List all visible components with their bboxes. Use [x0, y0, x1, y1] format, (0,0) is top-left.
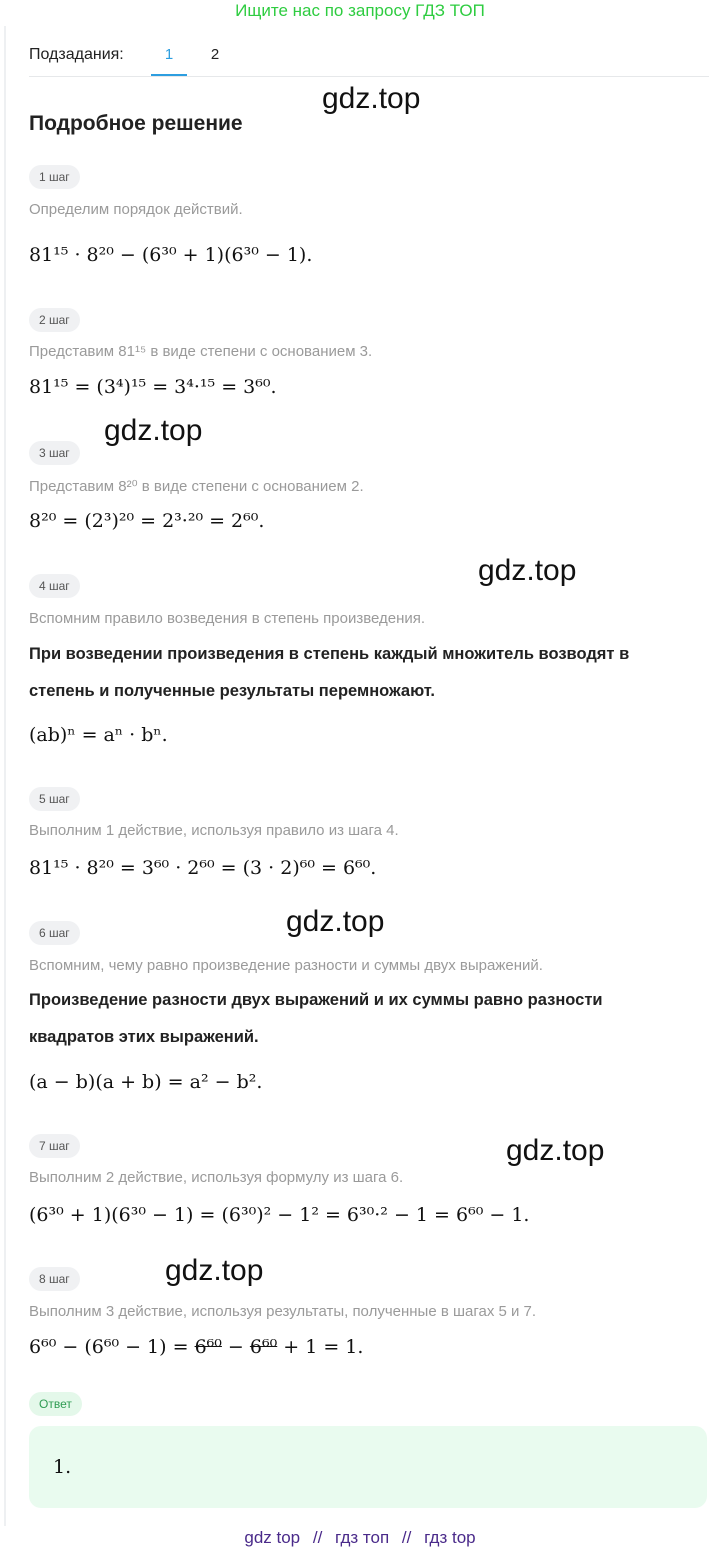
- watermark-6: gdz.top: [165, 1254, 264, 1287]
- watermark-2: gdz.top: [104, 414, 203, 447]
- footer-link-gdz-top-mixed[interactable]: гдз top: [424, 1528, 476, 1547]
- page-title: Подробное решение: [29, 112, 243, 135]
- step-math-8-a: 6⁶⁰ − (6⁶⁰ − 1) =: [29, 1336, 195, 1358]
- step-math-8-b: + 1 = 1.: [277, 1336, 364, 1358]
- footer-link-gdz-top[interactable]: gdz top: [244, 1528, 301, 1547]
- answer-value: 1.: [53, 1456, 72, 1478]
- footer-separator: //: [401, 1528, 412, 1547]
- step-badge-5: 5 шаг: [29, 787, 80, 811]
- step-desc-7: Выполним 2 действие, используя формулу из шага 6.: [29, 1169, 404, 1186]
- search-banner: Ищите нас по запросу ГДЗ ТОП: [235, 1, 485, 20]
- subtask-tab-1[interactable]: 1: [151, 46, 187, 63]
- step-desc-8: Выполним 3 действие, используя результаты, полученные в шагах 5 и 7.: [29, 1303, 537, 1320]
- subtasks-bar: [29, 44, 709, 77]
- watermark-1: gdz.top: [322, 82, 421, 115]
- left-divider: [4, 26, 6, 1526]
- watermark-4: gdz.top: [286, 905, 385, 938]
- step-desc-5: Выполним 1 действие, используя правило из шага 4.: [29, 822, 399, 839]
- step-math-1: 81¹⁵ · 8²⁰ − (6³⁰ + 1)(6³⁰ − 1).: [29, 244, 313, 266]
- watermark-5: gdz.top: [506, 1134, 605, 1167]
- step-badge-2: 2 шаг: [29, 308, 80, 332]
- subtask-tab-2[interactable]: 2: [210, 46, 220, 63]
- step-math-3: 8²⁰ = (2³)²⁰ = 2³·²⁰ = 2⁶⁰.: [29, 510, 265, 532]
- step-badge-3: 3 шаг: [29, 441, 80, 465]
- step-rule-4b: степень и полученные результаты перемножают.: [29, 682, 435, 700]
- subtasks-label: Подзадания:: [29, 46, 124, 63]
- step-badge-7: 7 шаг: [29, 1134, 80, 1158]
- step-desc-1: Определим порядок действий.: [29, 201, 243, 218]
- step-rule-6a: Произведение разности двух выражений и их суммы равно разности: [29, 991, 603, 1009]
- step-math-8-struck-1: 6⁶⁰: [194, 1336, 222, 1358]
- answer-badge: Ответ: [29, 1392, 82, 1416]
- footer-separator: //: [312, 1528, 323, 1547]
- step-math-7: (6³⁰ + 1)(6³⁰ − 1) = (6³⁰)² − 1² = 6³⁰·² − 1 = 6⁶⁰ − 1.: [29, 1204, 530, 1226]
- step-badge-8: 8 шаг: [29, 1267, 80, 1291]
- step-desc-2: Представим 81¹⁵ в виде степени с основанием 3.: [29, 343, 373, 360]
- step-badge-1: 1 шаг: [29, 165, 80, 189]
- step-math-4: (ab)ⁿ = aⁿ · bⁿ.: [29, 724, 168, 746]
- step-math-6: (a − b)(a + b) = a² − b².: [29, 1071, 263, 1093]
- step-rule-6b: квадратов этих выражений.: [29, 1028, 259, 1046]
- step-badge-6: 6 шаг: [29, 921, 80, 945]
- step-rule-4a: При возведении произведения в степень каждый множитель возводят в: [29, 645, 630, 663]
- footer-link-gdz-top-ru[interactable]: гдз топ: [335, 1528, 390, 1547]
- step-badge-4: 4 шаг: [29, 574, 80, 598]
- step-math-8-mid: −: [221, 1336, 250, 1358]
- step-math-8: [29, 1336, 363, 1358]
- step-desc-4: Вспомним правило возведения в степень произведения.: [29, 610, 426, 627]
- step-math-5: 81¹⁵ · 8²⁰ = 3⁶⁰ · 2⁶⁰ = (3 · 2)⁶⁰ = 6⁶⁰.: [29, 857, 377, 879]
- footer-links: [0, 1528, 720, 1548]
- answer-box: [29, 1426, 707, 1508]
- step-desc-6: Вспомним, чему равно произведение разности и суммы двух выражений.: [29, 957, 543, 974]
- step-desc-3: Представим 8²⁰ в виде степени с основанием 2.: [29, 478, 364, 495]
- step-math-8-struck-2: 6⁶⁰: [249, 1336, 278, 1358]
- watermark-3: gdz.top: [478, 554, 577, 587]
- step-math-2: 81¹⁵ = (3⁴)¹⁵ = 3⁴·¹⁵ = 3⁶⁰.: [29, 376, 277, 398]
